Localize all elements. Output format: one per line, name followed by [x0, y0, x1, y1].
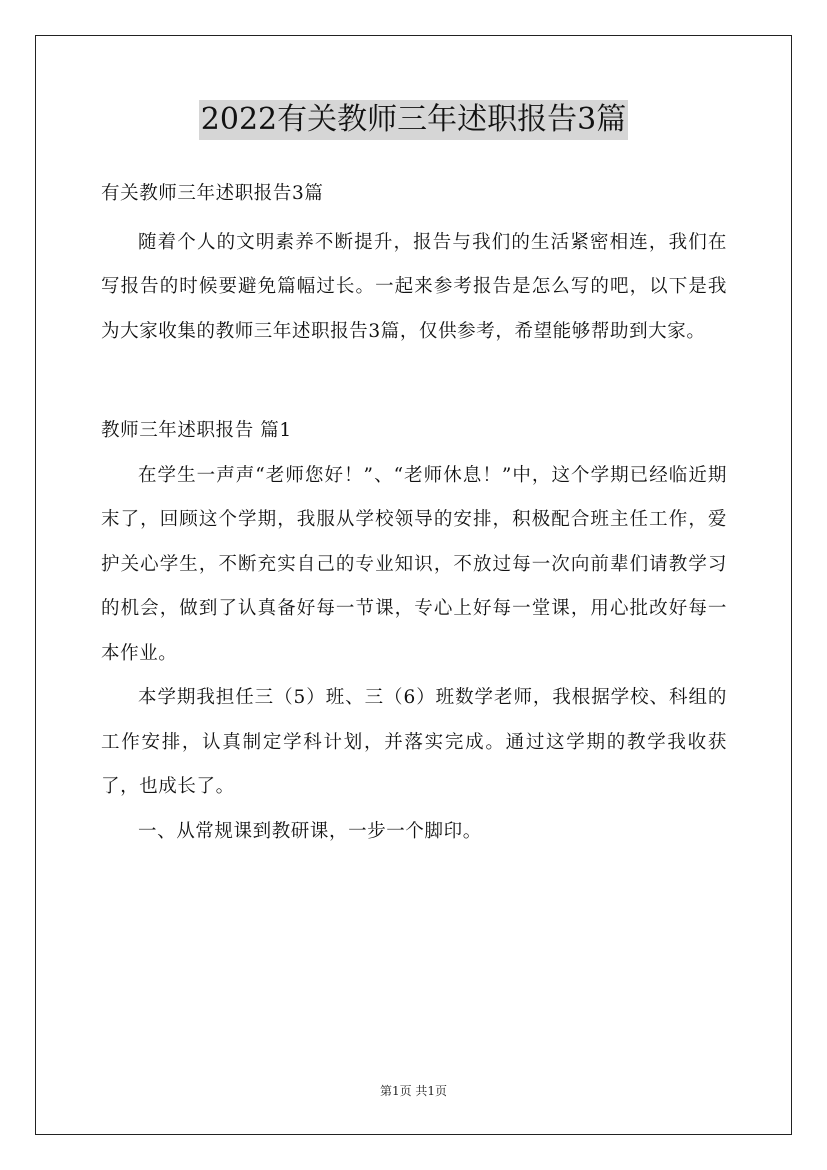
section-paragraph-1: 在学生一声声“老师您好！”、“老师休息！”中，这个学期已经临近期末了，回顾这个学期，我服从学校领导的安排，积极配合班主任工作，爱护关心学生，不断充实自己的专业知识，不放过每一次向前辈们请教学习的机会，做到了认真备好每一节课，专心上好每一堂课，用心批改好每一本作业。 [101, 464, 727, 664]
document-subtitle: 有关教师三年述职报告3篇 [101, 183, 324, 204]
section-paragraph-2: 本学期我担任三（5）班、三（6）班数学老师，我根据学校、科组的工作安排，认真制定学科计划，并落实完成。通过这学期的教学我收获了，也成长了。 [101, 687, 727, 797]
section-heading: 教师三年述职报告 篇1 [101, 420, 292, 441]
title-container [0, 100, 827, 140]
page-footer: 第1页 共1页 [379, 1084, 448, 1098]
document-title: 2022有关教师三年述职报告3篇 [199, 100, 628, 140]
intro-paragraph: 随着个人的文明素养不断提升，报告与我们的生活紧密相连，我们在写报告的时候要避免篇幅过长。一起来参考报告是怎么写的吧，以下是我为大家收集的教师三年述职报告3篇，仅供参考，希望能够帮助到大家。 [101, 231, 727, 342]
document-body [101, 172, 727, 854]
section-paragraph-3: 一、从常规课到教研课，一步一个脚印。 [138, 820, 482, 842]
spacer [101, 354, 727, 409]
